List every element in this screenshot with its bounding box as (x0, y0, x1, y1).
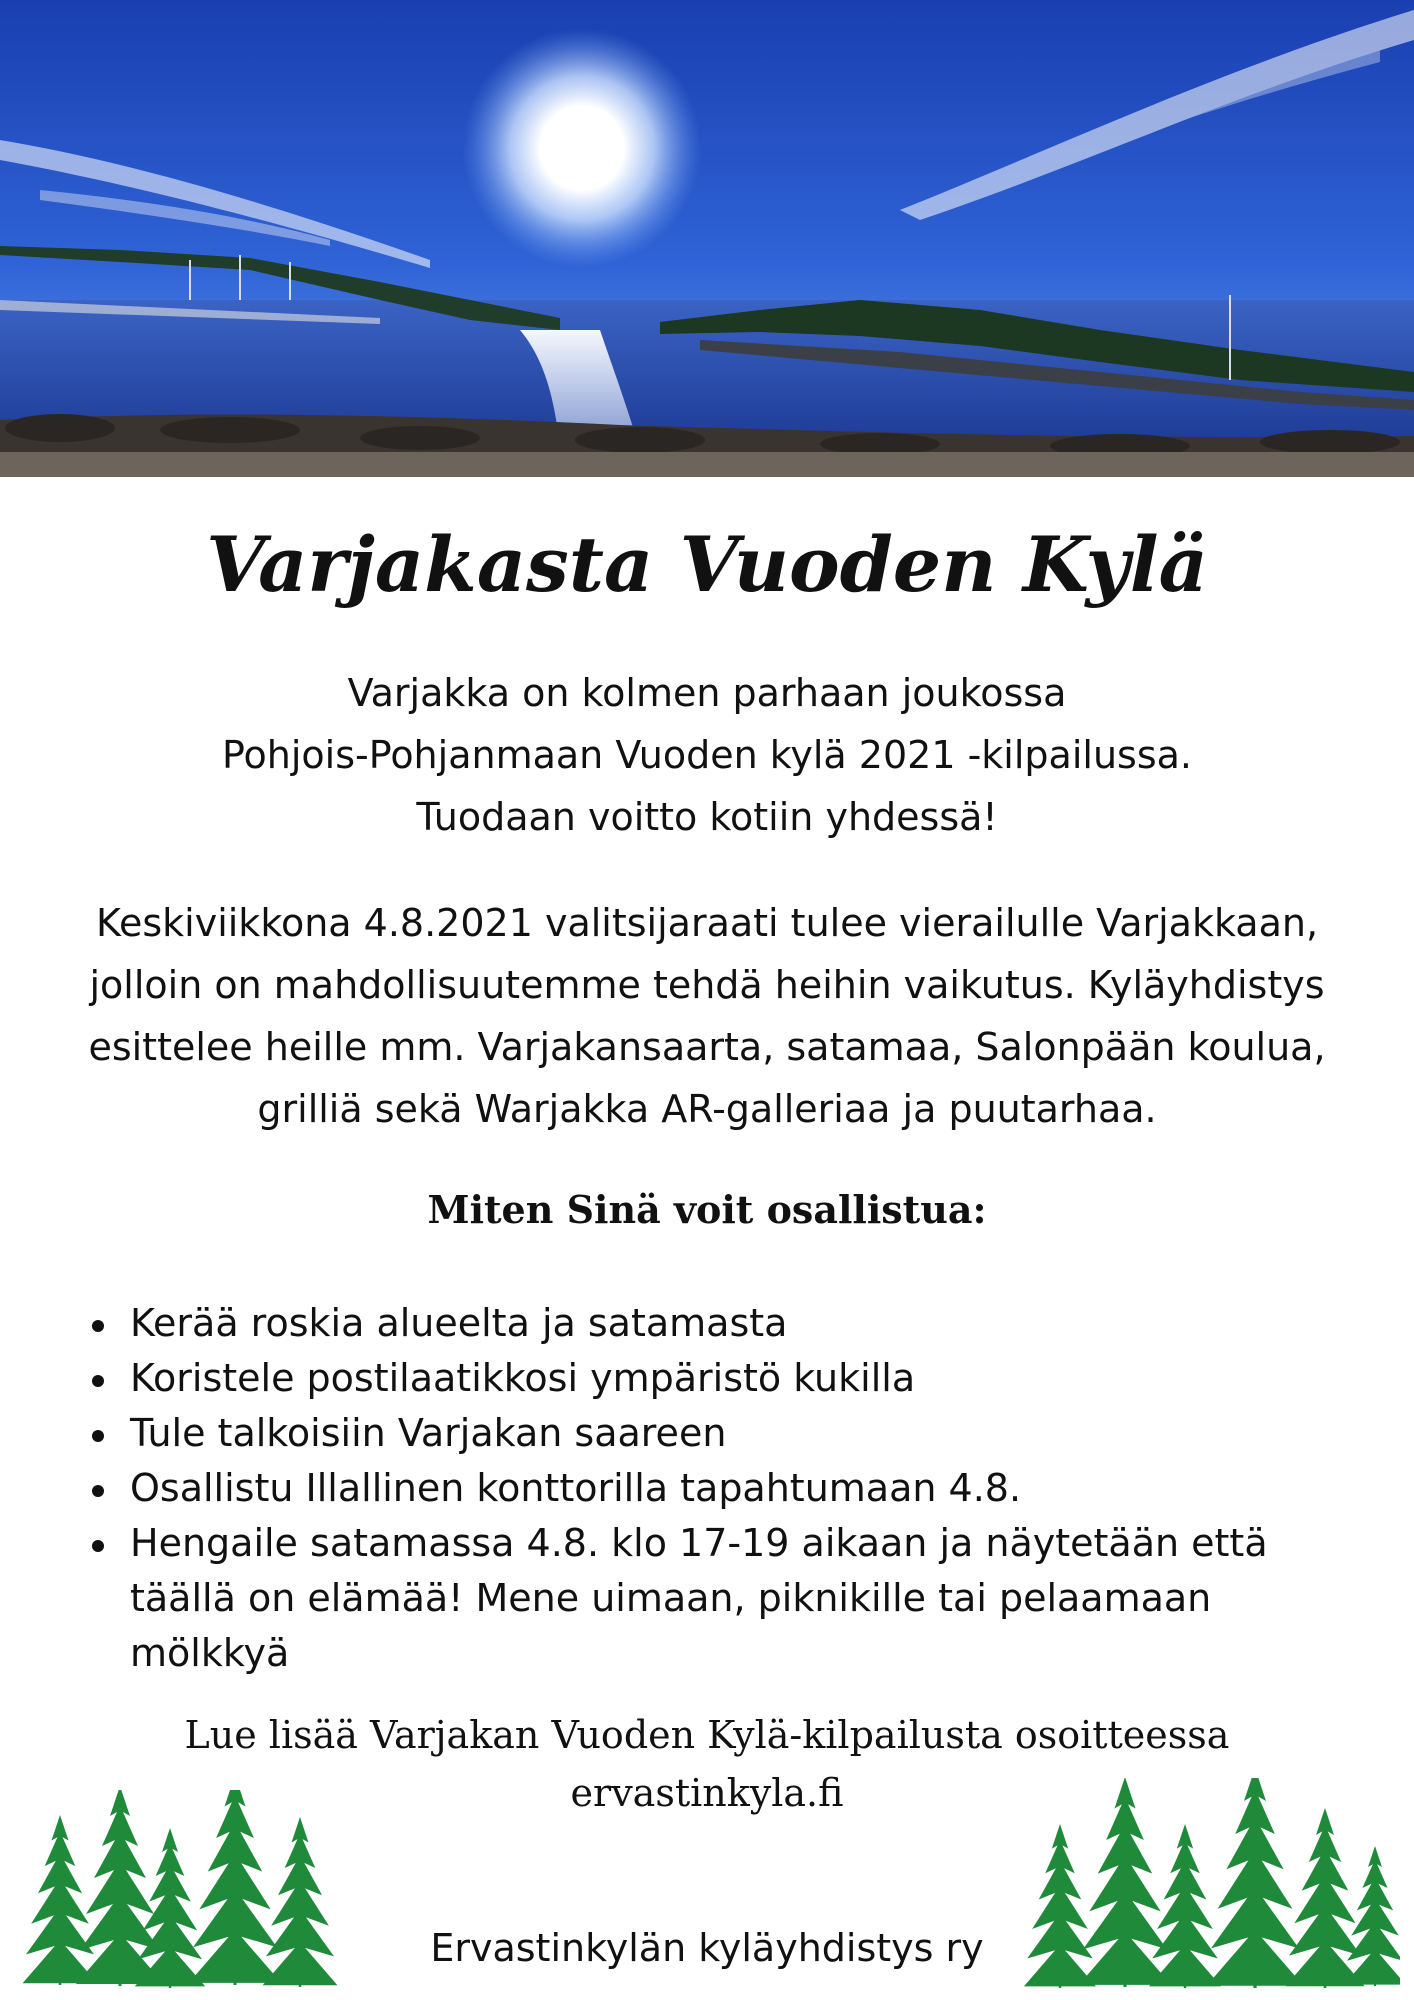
more-info-text: Lue lisää Varjakan Vuoden Kylä-kilpailusta osoitteessa (184, 1713, 1230, 1757)
harbor-photo (0, 0, 1414, 477)
intro-line: Tuodaan voitto kotiin yhdessä! (416, 795, 998, 839)
list-item: Kerää roskia alueelta ja satamasta (90, 1296, 1350, 1351)
organizer-footer: Ervastinkylän kyläyhdistys ry (430, 1926, 984, 1970)
intro-paragraph (0, 662, 1414, 848)
visit-line: grilliä sekä Warjakka AR-galleriaa ja puutarhaa. (257, 1087, 1157, 1131)
website-link[interactable]: ervastinkyla.fi (570, 1771, 844, 1815)
visit-line: Keskiviikkona 4.8.2021 valitsijaraati tulee vierailulle Varjakkaan, (95, 901, 1319, 945)
page-title: Varjakasta Vuoden Kylä (206, 520, 1208, 609)
list-item: Hengaile satamassa 4.8. klo 17-19 aikaan ja näytetään että täällä on elämää! Mene uimaan, piknikille tai pelaamaan mölkkyä (90, 1516, 1350, 1681)
intro-line: Pohjois-Pohjanmaan Vuoden kylä 2021 -kilpailussa. (221, 733, 1192, 777)
list-item: Osallistu Illallinen konttorilla tapahtumaan 4.8. (90, 1461, 1350, 1516)
list-item: Koristele postilaatikkosi ympäristö kukilla (90, 1351, 1350, 1406)
visit-line: esittelee heille mm. Varjakansaarta, satamaa, Salonpään koulua, (88, 1025, 1326, 1069)
participation-heading: Miten Sinä voit osallistua: (427, 1187, 987, 1232)
visit-line: jolloin on mahdollisuutemme tehdä heihin vaikutus. Kyläyhdistys (89, 963, 1325, 1007)
list-item: Tule talkoisiin Varjakan saareen (90, 1406, 1350, 1461)
intro-line: Varjakka on kolmen parhaan joukossa (347, 671, 1067, 715)
action-list (90, 1296, 1350, 1681)
visit-paragraph (0, 892, 1414, 1140)
